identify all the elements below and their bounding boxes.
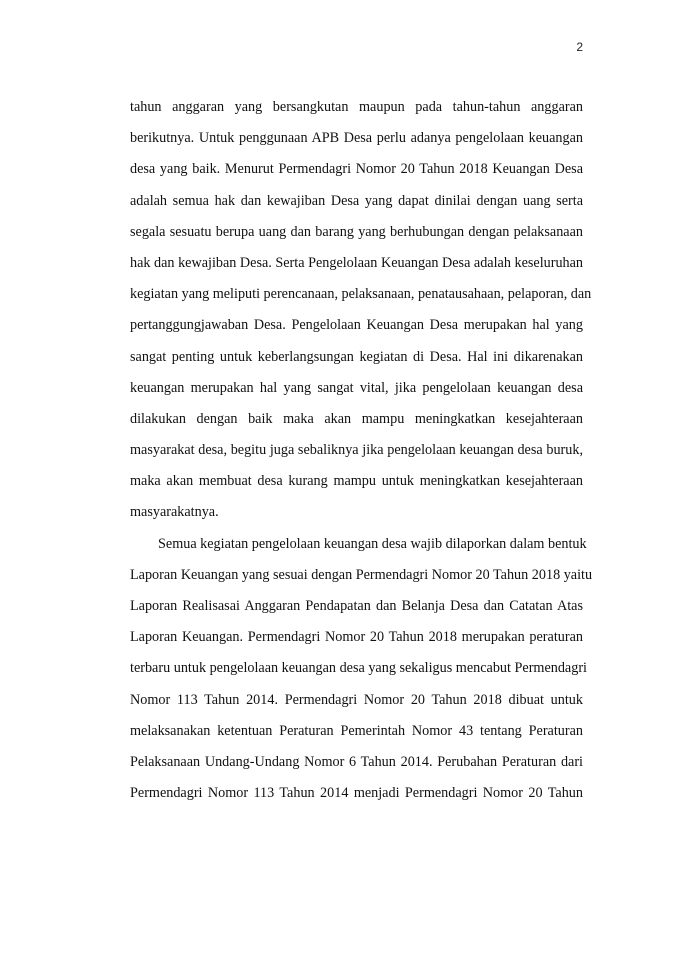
text-line: berikutnya. Untuk penggunaan APB Desa perlu adanya pengelolaan keuangan bbox=[130, 130, 583, 147]
text-line: maka akan membuat desa kurang mampu untuk meningkatkan kesejahteraan bbox=[130, 473, 583, 490]
text-line: Permendagri Nomor 113 Tahun 2014 menjadi Permendagri Nomor 20 Tahun bbox=[130, 785, 583, 802]
text-line: hak dan kewajiban Desa. Serta Pengelolaan Keuangan Desa adalah keseluruhan bbox=[130, 254, 584, 271]
text-line: Laporan Keuangan. Permendagri Nomor 20 Tahun 2018 merupakan peraturan bbox=[130, 629, 583, 646]
body-text bbox=[130, 92, 593, 809]
text-line: segala sesuatu berupa uang dan barang yang berhubungan dengan pelaksanaan bbox=[130, 223, 583, 240]
text-line: masyarakatnya. bbox=[130, 504, 219, 521]
text-line: sangat penting untuk keberlangsungan kegiatan di Desa. Hal ini dikarenakan bbox=[130, 348, 583, 365]
text-line: pertanggungjawaban Desa. Pengelolaan Keuangan Desa merupakan hal yang bbox=[130, 317, 583, 334]
text-line: Semua kegiatan pengelolaan keuangan desa wajib dilaporkan dalam bentuk bbox=[158, 535, 587, 552]
text-line: Laporan Keuangan yang sesuai dengan Permendagri Nomor 20 Tahun 2018 yaitu bbox=[130, 566, 593, 583]
text-line: kegiatan yang meliputi perencanaan, pelaksanaan, penatausahaan, pelaporan, dan bbox=[130, 286, 592, 303]
text-line: desa yang baik. Menurut Permendagri Nomor 20 Tahun 2018 Keuangan Desa bbox=[130, 161, 583, 178]
text-line: terbaru untuk pengelolaan keuangan desa yang sekaligus mencabut Permendagri bbox=[130, 660, 587, 677]
page-number: 2 bbox=[576, 40, 583, 54]
text-line: melaksanakan ketentuan Peraturan Pemerintah Nomor 43 tentang Peraturan bbox=[130, 722, 583, 739]
text-line: dilakukan dengan baik maka akan mampu meningkatkan kesejahteraan bbox=[130, 410, 583, 427]
text-line: keuangan merupakan hal yang sangat vital, jika pengelolaan keuangan desa bbox=[130, 379, 583, 396]
text-line: Nomor 113 Tahun 2014. Permendagri Nomor 20 Tahun 2018 dibuat untuk bbox=[130, 691, 583, 708]
text-line: tahun anggaran yang bersangkutan maupun pada tahun-tahun anggaran bbox=[130, 99, 583, 115]
text-line: Pelaksanaan Undang-Undang Nomor 6 Tahun 2014. Perubahan Peraturan dari bbox=[130, 753, 583, 770]
text-line: masyarakat desa, begitu juga sebaliknya jika pengelolaan keuangan desa buruk, bbox=[130, 442, 583, 459]
text-line: adalah semua hak dan kewajiban Desa yang dapat dinilai dengan uang serta bbox=[130, 192, 583, 209]
text-line: Laporan Realisasai Anggaran Pendapatan dan Belanja Desa dan Catatan Atas bbox=[130, 598, 583, 614]
